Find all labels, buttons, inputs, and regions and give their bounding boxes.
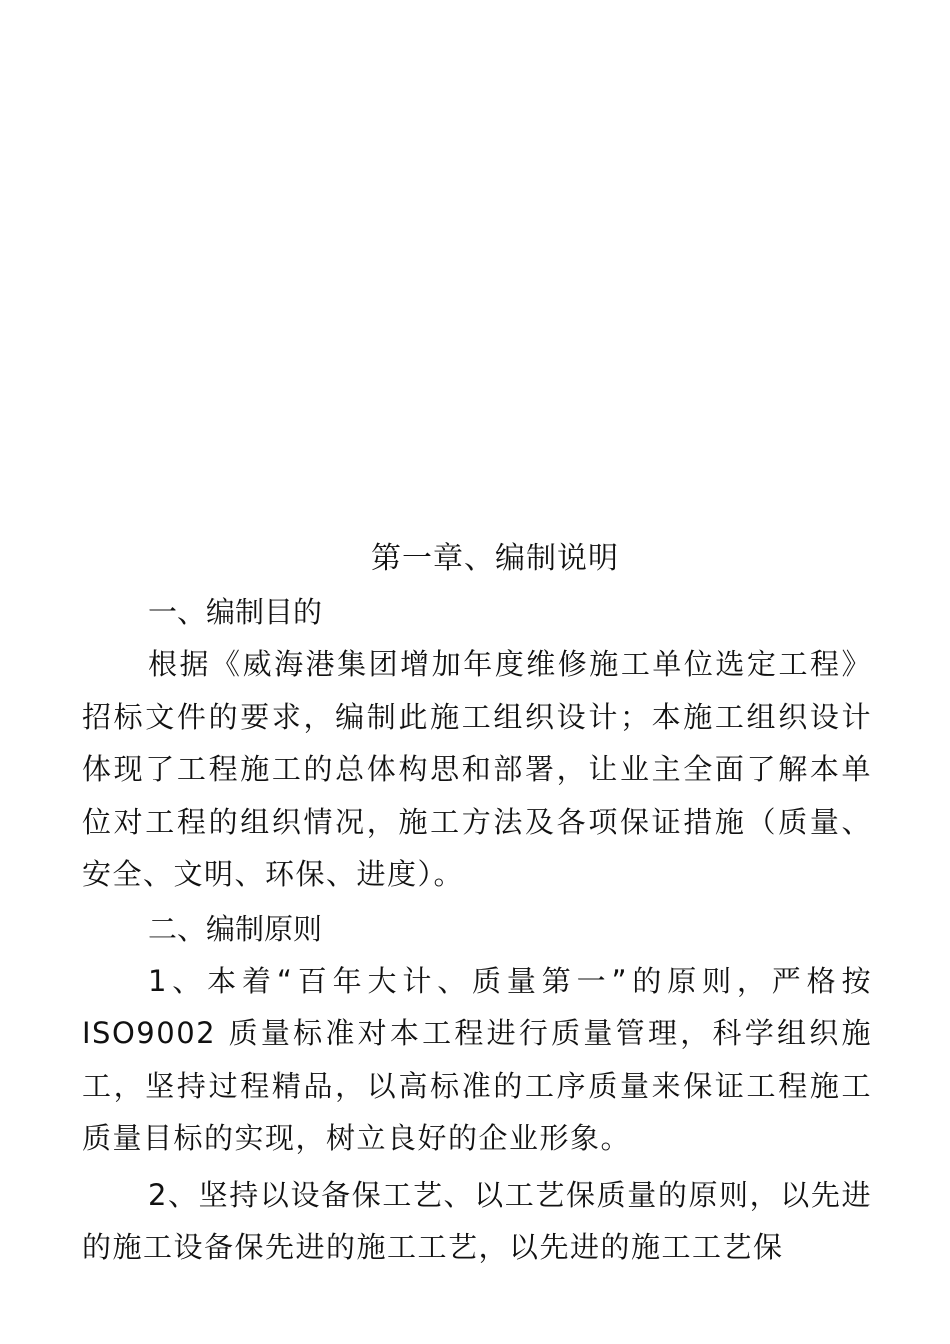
paragraph-principle-2: 2、坚持以设备保工艺、以工艺保质量的原则，以先进的施工设备保先进的施工工艺，以先进的施工工艺保 bbox=[82, 1177, 872, 1264]
chapter-title: 第一章、编制说明 bbox=[371, 541, 619, 576]
document-body bbox=[82, 586, 872, 1274]
section-heading-principles: 二、编制原则 bbox=[148, 911, 323, 946]
section-heading-purpose: 一、编制目的 bbox=[148, 595, 323, 629]
paragraph-principle-1: 1、本着“百年大计、质量第一”的原则，严格按ISO9002 质量标准对本工程进行质量管理，科学组织施工，坚持过程精品，以高标准的工序质量来保证工程施工质量目标的实现，树立良好的企业形象。 bbox=[82, 963, 872, 1155]
paragraph-purpose: 根据《威海港集团增加年度维修施工单位选定工程》招标文件的要求，编制此施工组织设计；本施工组织设计体现了工程施工的总体构思和部署，让业主全面了解本单位对工程的组织情况，施工方法及各项保证措施（质量、安全、文明、环保、进度）。 bbox=[82, 647, 872, 891]
